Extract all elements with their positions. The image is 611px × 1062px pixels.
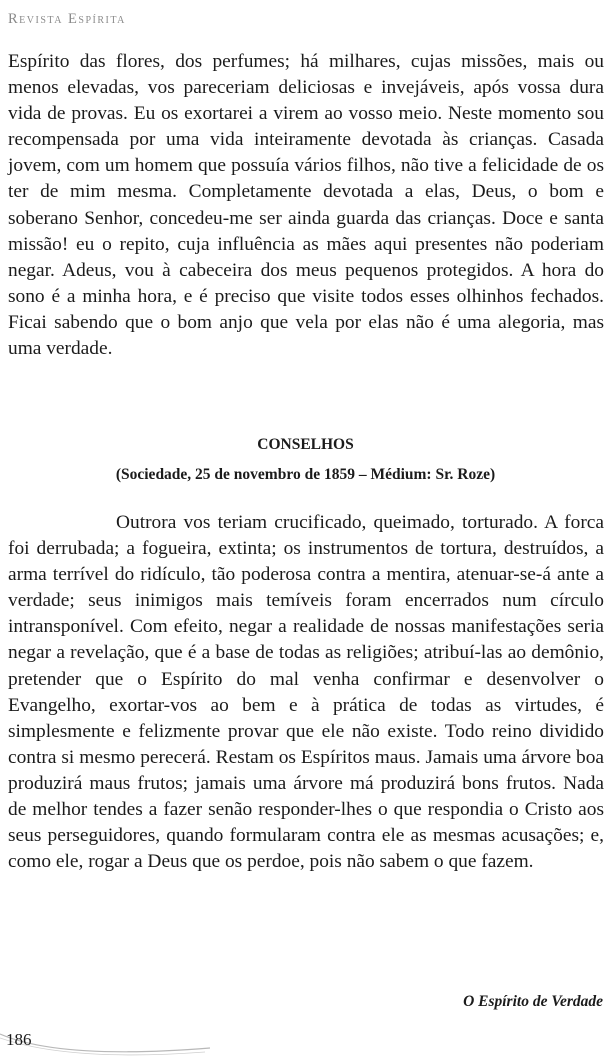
page-corner-swoosh [0, 1026, 220, 1062]
running-header: Revista Espírita [8, 11, 126, 27]
page-number: 186 [6, 1030, 32, 1049]
body-paragraph [8, 49, 604, 362]
signature: O Espírito de Verdade [463, 993, 603, 1010]
section-subtitle: (Sociedade, 25 de novembro de 1859 – Médium: Sr. Roze) [115, 466, 496, 483]
paragraph-text: Espírito das flores, dos perfumes; há milhares, cujas missões, mais ou menos elevadas, vos pareceriam deliciosas e invejáveis, após vossa dura vida de provas. Eu os exortarei a virem ao vosso meio. Neste momento sou recompensada por uma vida inteiramente devotada às crianças. Casada jovem, com um homem que possuía vários filhos, não tive a felicidade de os ter de mim mesma. Completamente devotada a elas, Deus, o bom e soberano Senhor, concedeu-me ser ainda guarda das crianças. Doce e santa missão! eu o repito, cuja influência as mães aqui presentes não poderiam negar. Adeus, vou à cabeceira dos meus pequenos protegidos. A hora do sono é a minha hora, e é preciso que visite todos esses olhinhos fechados. Ficai sabendo que o bom anjo que vela por elas não é uma alegoria, mas uma verdade. [8, 51, 604, 360]
body-paragraph [8, 510, 604, 875]
paragraph-text: Outrora vos teriam crucificado, queimado, torturado. A forca foi derrubada; a fogueira, extinta; os instrumentos de tortura, destruídos, a arma terrível do ridículo, tão poderosa contra a mentira, atenuar-se-á ante a verdade; seus inimigos mais temíveis foram encerrados num círculo intransponível. Com efeito, negar a realidade de nossas manifestações seria negar a revelação, que é a base de todas as religiões; atribuí-las ao demônio, pretender que o Espírito do mal venha confirmar e desenvolver o Evangelho, exortar-vos ao bem e à prática de todas as virtudes, é simplesmente e felizmente provar que ele não existe. Todo reino dividido contra si mesmo perecerá. Restam os Espíritos maus. Jamais uma árvore boa produzirá maus frutos; jamais uma árvore má produzirá bons frutos. Nada de melhor tendes a fazer senão responder-lhes o que respondia o Cristo aos seus perseguidores, quando formularam contra ele as mesmas acusações; e, como ele, rogar a Deus que os perdoe, pois não sabem o que fazem. [8, 512, 604, 873]
section-title: CONSELHOS [257, 436, 354, 453]
